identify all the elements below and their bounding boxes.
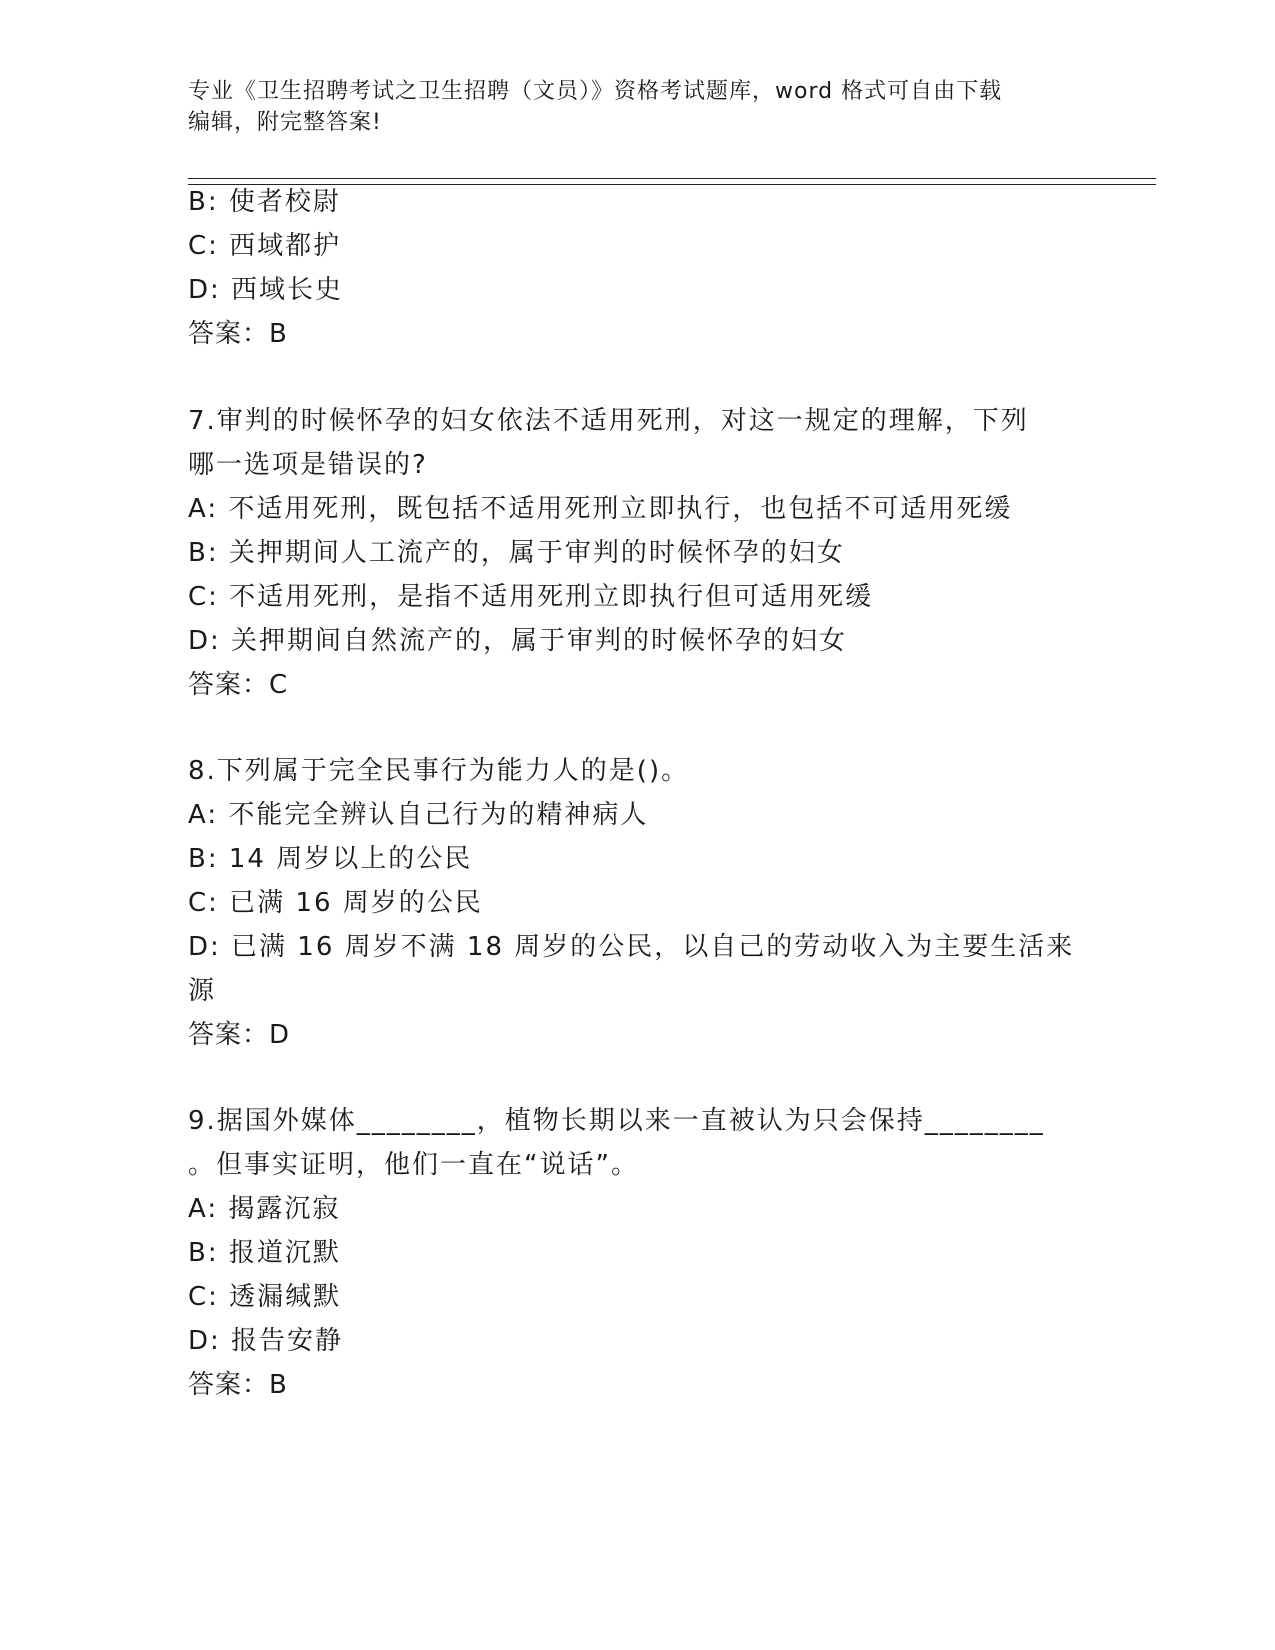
q9-question-line-2: 。但事实证明，他们一直在“说话”。	[188, 1150, 639, 1180]
q8-option-d-line-1: D: 已满 16 周岁不满 18 周岁的公民，以自己的劳动收入为主要生活来	[188, 932, 1075, 962]
q7-answer: 答案：C	[188, 670, 289, 700]
header-line-2: 编辑，附完整答案!	[188, 110, 382, 135]
q7-option-a: A: 不适用死刑，既包括不适用死刑立即执行，也包括不可适用死缓	[188, 494, 1013, 524]
q9-option-d: D: 报告安静	[188, 1326, 344, 1356]
q9-option-c: C: 透漏缄默	[188, 1282, 342, 1312]
q7-option-d: D: 关押期间自然流产的，属于审判的时候怀孕的妇女	[188, 626, 848, 656]
q7-option-c: C: 不适用死刑，是指不适用死刑立即执行但可适用死缓	[188, 582, 874, 612]
q8-option-b: B: 14 周岁以上的公民	[188, 844, 473, 874]
document-header	[188, 76, 1068, 138]
q6-option-c: C: 西域都护	[188, 231, 342, 261]
q7-question-line-1: 7.审判的时候怀孕的妇女依法不适用死刑，对这一规定的理解，下列	[188, 406, 1029, 436]
q9-option-b: B: 报道沉默	[188, 1238, 341, 1268]
q8-answer: 答案：D	[188, 1020, 291, 1050]
q8-option-d-line-2: 源	[188, 976, 217, 1006]
q8-question: 8.下列属于完全民事行为能力人的是()。	[188, 756, 690, 786]
q6-option-d: D: 西域长史	[188, 275, 344, 305]
q8-option-c: C: 已满 16 周岁的公民	[188, 888, 483, 918]
q7-option-b: B: 关押期间人工流产的，属于审判的时候怀孕的妇女	[188, 538, 845, 568]
q9-question-line-1: 9.据国外媒体________，植物长期以来一直被认为只会保持________	[188, 1106, 1045, 1136]
q7-question-line-2: 哪一选项是错误的?	[188, 450, 428, 480]
q9-answer: 答案：B	[188, 1370, 288, 1400]
q6-answer: 答案：B	[188, 319, 288, 349]
header-line-1: 专业《卫生招聘考试之卫生招聘（文员）》资格考试题库，word 格式可自由下载	[188, 79, 1003, 104]
q9-option-a: A: 揭露沉寂	[188, 1194, 341, 1224]
q6-option-b: B: 使者校尉	[188, 187, 341, 217]
q8-option-a: A: 不能完全辨认自己行为的精神病人	[188, 800, 649, 830]
